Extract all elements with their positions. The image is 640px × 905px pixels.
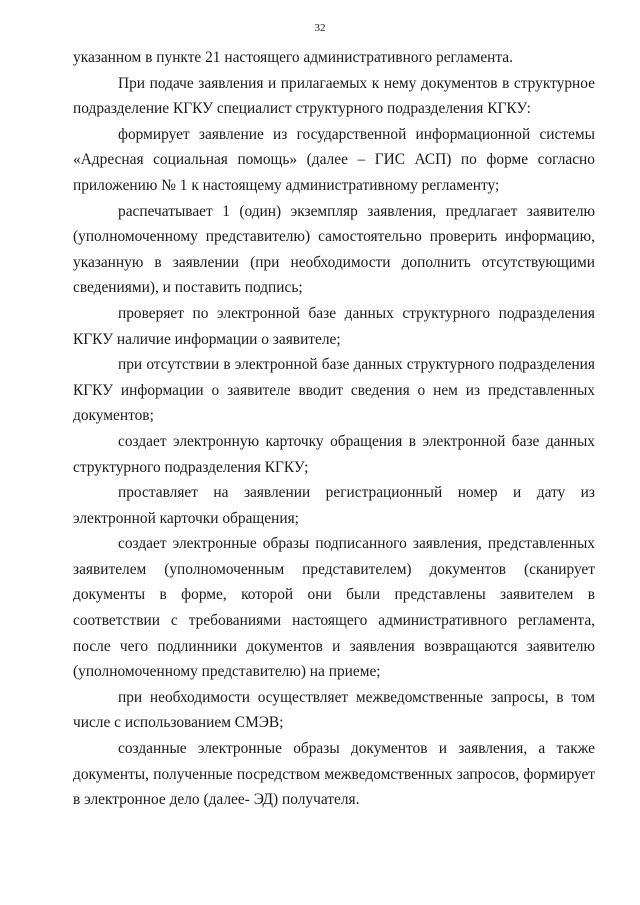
paragraph: проставляет на заявлении регистрационный номер и дату из электронной карточки обращения;	[73, 484, 595, 527]
page-number: 32	[314, 22, 326, 34]
paragraph-continuation: указанном в пункте 21 настоящего административного регламента.	[73, 49, 513, 66]
paragraph: распечатывает 1 (один) экземпляр заявления, предлагает заявителю (уполномоченному представителю) самостоятельно проверить информацию, указанную в заявлении (при необходимости дополнить отсутствующими сведениями), и поставить подпись;	[73, 202, 595, 297]
paragraph: создает электронные образы подписанного заявления, представленных заявителем (уполномоченным представителем) документов (сканирует документы в форме, которой они были представлены заявителем в соответствии с требованиями настоящего административного регламента, после чего подлинники документов и заявления возвращаются заявителю (уполномоченному представителю) на приеме;	[73, 535, 595, 681]
paragraph: при отсутствии в электронной базе данных структурного подразделения КГКУ информации о заявителе вводит сведения о нем из представленных документов;	[73, 356, 595, 425]
document-body	[73, 45, 595, 813]
paragraph: при необходимости осуществляет межведомственные запросы, в том числе с использованием СМЭВ;	[73, 688, 595, 732]
paragraph: созданные электронные образы документов и заявления, а также документы, полученные посредством межведомственных запросов, формирует в электронное дело (далее- ЭД) получателя.	[73, 740, 595, 809]
paragraph: проверяет по электронной базе данных структурного подразделения КГКУ наличие информации о заявителе;	[73, 304, 595, 348]
paragraph: При подаче заявления и прилагаемых к нему документов в структурное подразделение КГКУ специалист структурного подразделения КГКУ:	[73, 74, 595, 118]
paragraph: формирует заявление из государственной информационной системы «Адресная социальная помощь» (далее – ГИС АСП) по форме согласно приложению № 1 к настоящему административному регламенту;	[73, 125, 595, 194]
paragraph: создает электронную карточку обращения в электронной базе данных структурного подразделения КГКУ;	[73, 432, 595, 476]
